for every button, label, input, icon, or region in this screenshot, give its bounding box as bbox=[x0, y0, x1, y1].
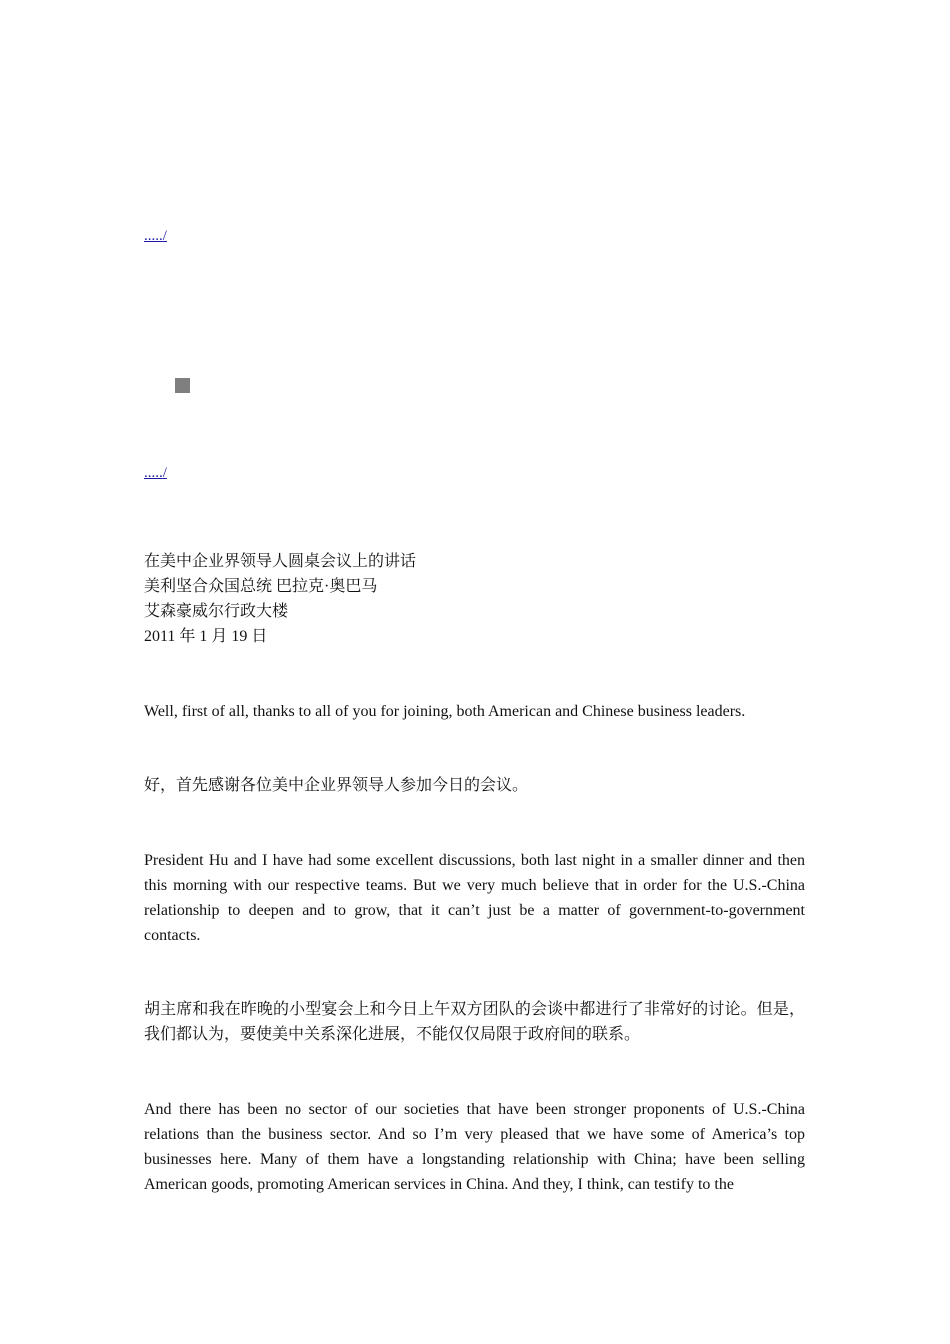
paragraph-english-2: President Hu and I have had some excellent discussions, both last night in a smaller dinner and then this morning with our respective teams. But we very much believe that in order for the U.S.-China relationship to deepen and to grow, that it can’t just be a matter of government-to-government contacts. bbox=[144, 852, 805, 944]
speech-title: 在美中企业界领导人圆桌会议上的讲话 bbox=[144, 553, 417, 570]
paragraph-english-1: Well, first of all, thanks to all of you for joining, both American and Chinese business leaders. bbox=[144, 703, 746, 720]
paragraph-chinese-1: 好，首先感谢各位美中企业界领导人参加今日的会议。 bbox=[144, 777, 529, 794]
paragraph-chinese-2: 胡主席和我在昨晚的小型宴会上和今日上午双方团队的会谈中都进行了非常好的讨论。但是，我们都认为，要使美中关系深化进展，不能仅仅局限于政府间的联系。 bbox=[144, 1001, 805, 1043]
speech-date: 2011 年 1 月 19 日 bbox=[144, 628, 268, 645]
nav-link-top[interactable]: ...../ bbox=[144, 228, 167, 244]
speech-header bbox=[144, 549, 416, 649]
speech-speaker: 美利坚合众国总统 巴拉克·奥巴马 bbox=[144, 578, 378, 595]
nav-link-top-text: ..... bbox=[144, 228, 163, 244]
paragraph-english-3: And there has been no sector of our societies that have been stronger proponents of U.S.-China relations than the business sector. And so I’m very pleased that we have some of America’s top businesses here. Many of them have a longstanding relationship with China; have been selling American goods, promoting American services in China. And they, I think, can testify to the bbox=[144, 1101, 805, 1193]
image-placeholder bbox=[175, 378, 190, 393]
nav-link-bottom-text: ..... bbox=[144, 465, 163, 481]
nav-link-bottom[interactable]: ...../ bbox=[144, 465, 167, 481]
speech-location: 艾森豪威尔行政大楼 bbox=[144, 603, 289, 620]
